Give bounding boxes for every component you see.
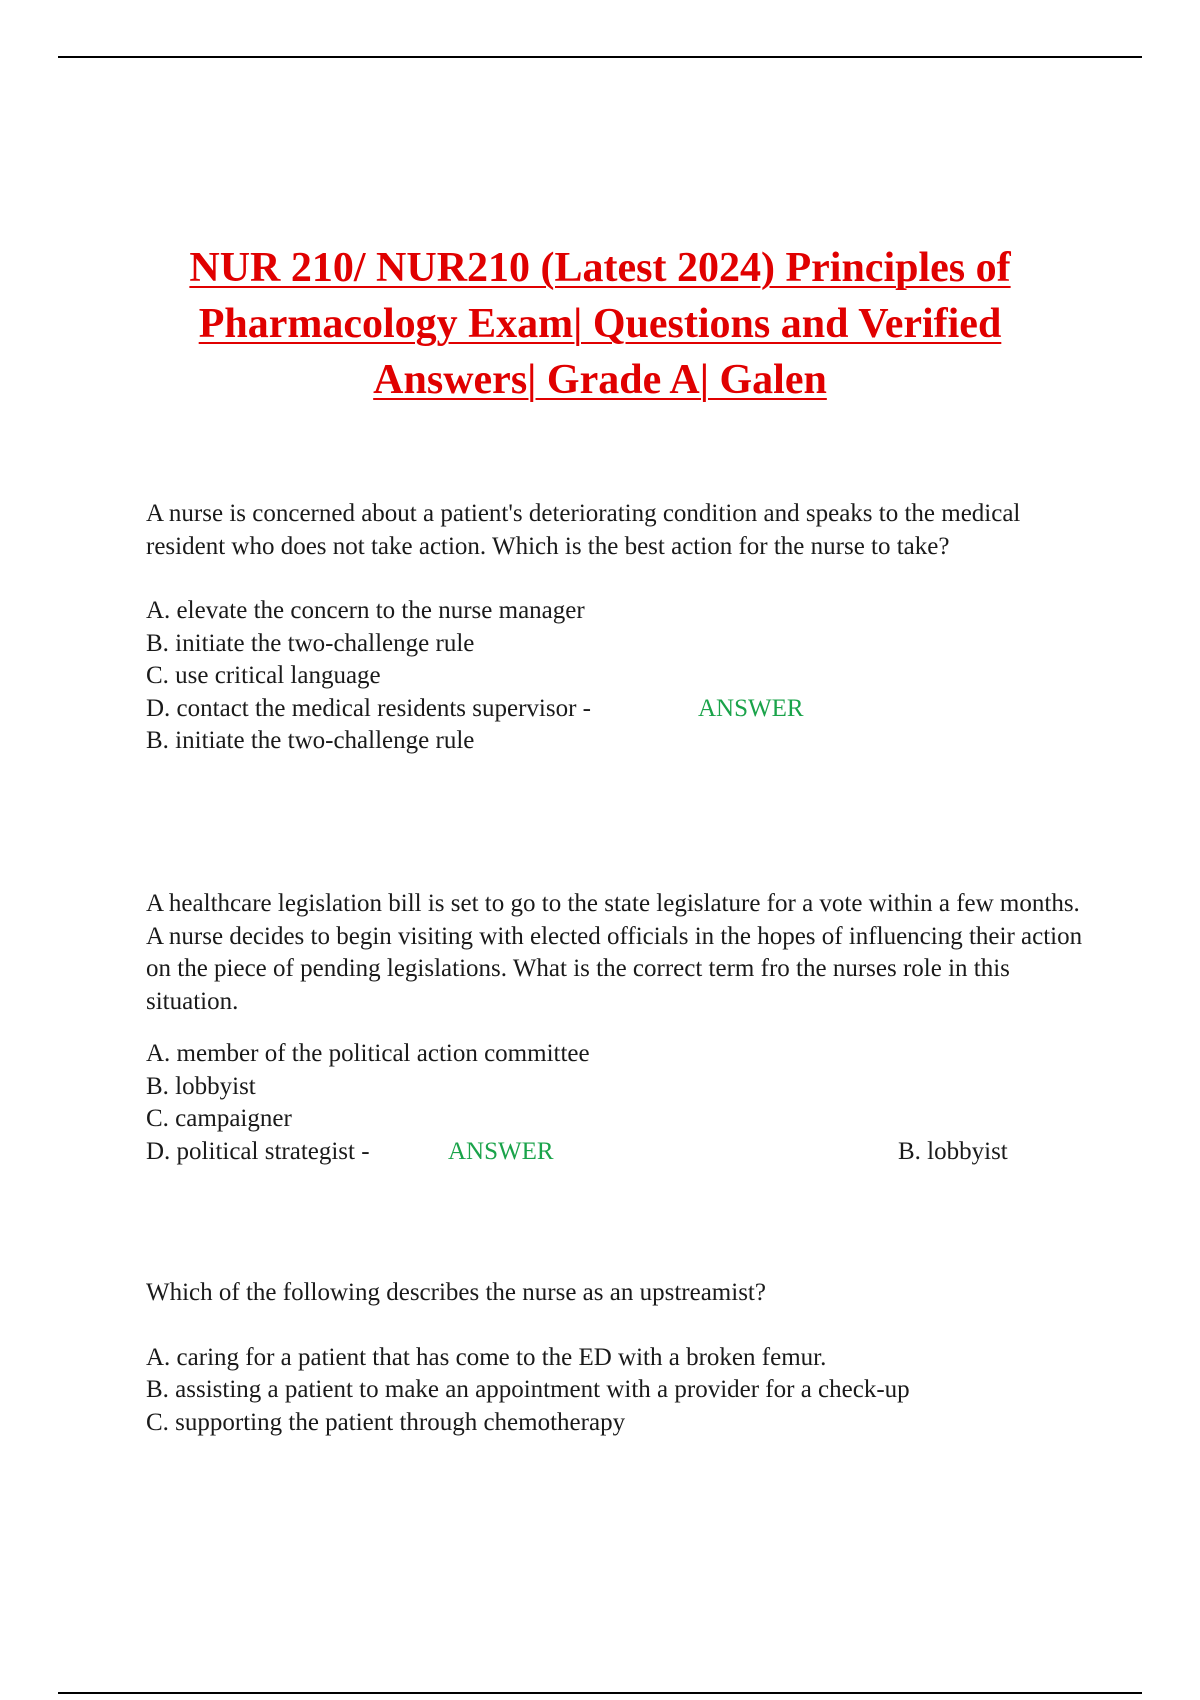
question-2-options: [146, 1038, 1096, 1168]
question-3: [146, 1277, 1096, 1439]
question-3-option-c: C. supporting the patient through chemotherapy: [146, 1408, 626, 1436]
question-2-option-a: A. member of the political action committee: [146, 1040, 590, 1067]
question-3-option-a: A. caring for a patient that has come to the ED with a broken femur.: [146, 1343, 827, 1371]
question-1-option-d-text: D. contact the medical residents supervisor -: [146, 694, 591, 722]
question-1-options: [146, 595, 1096, 758]
question-2-option-c: C. campaigner: [146, 1105, 292, 1132]
question-2-option-d: [146, 1136, 1096, 1169]
question-2-answer-label: ANSWER: [448, 1137, 554, 1165]
question-2-option-d-text: D. political strategist -: [146, 1137, 370, 1165]
question-3-options: [146, 1342, 1096, 1440]
question-3-option-b: B. assisting a patient to make an appointment with a provider for a check-up: [146, 1376, 910, 1403]
question-1-option-c: C. use critical language: [146, 662, 381, 689]
question-1-answer: B. initiate the two-challenge rule: [146, 727, 475, 754]
document-title: NUR 210/ NUR210 (Latest 2024) Principles of Pharmacology Exam| Questions and Verified Answers| Grade A| Galen: [189, 245, 1011, 403]
question-1-option-b: B. initiate the two-challenge rule: [146, 629, 475, 657]
bottom-rule: [58, 1692, 1142, 1694]
question-2: [146, 888, 1096, 1168]
question-2-prompt: A healthcare legislation bill is set to go to the state legislature for a vote within a few months. A nurse decides to begin visiting with elected officials in the hopes of influencing their action on the piece of pending legislations. What is the correct term fro the nurses role in this situation.: [146, 890, 1083, 1015]
question-1-prompt: A nurse is concerned about a patient's deteriorating condition and speaks to the medical resident who does not take action. Which is the best action for the nurse to take?: [146, 500, 1021, 560]
question-1-option-a: A. elevate the concern to the nurse manager: [146, 597, 585, 624]
question-2-option-b: B. lobbyist: [146, 1072, 256, 1100]
top-rule: [58, 56, 1142, 58]
question-1-answer-label: ANSWER: [698, 694, 804, 722]
question-1: [146, 498, 1096, 758]
question-3-prompt: Which of the following describes the nurse as an upstreamist?: [146, 1279, 766, 1306]
question-1-option-d: [146, 693, 1096, 726]
question-2-answer: B. lobbyist: [898, 1137, 1008, 1165]
